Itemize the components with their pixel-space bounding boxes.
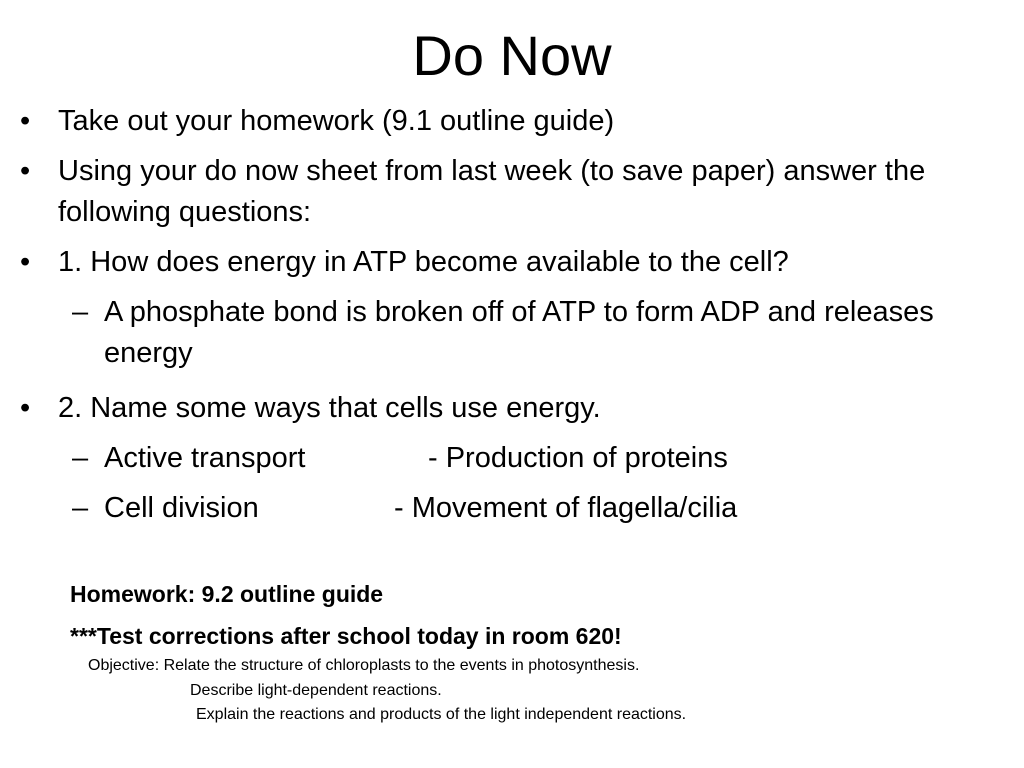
bullet-marker: • xyxy=(20,246,31,278)
slide-title: Do Now xyxy=(412,24,612,87)
sub-bullet-cell-division xyxy=(72,488,1004,529)
bullet-text: 1. How does energy in ATP become available to the cell? xyxy=(58,246,789,278)
bullet-text: 2. Name some ways that cells use energy. xyxy=(58,392,601,424)
sub-bullet-text: Active transport xyxy=(104,442,306,474)
test-corrections-note: ***Test corrections after school today in room 620! xyxy=(70,623,622,649)
homework-note: Homework: 9.2 outline guide xyxy=(70,581,384,607)
sub-bullet-text: A phosphate bond is broken off of ATP to form ADP and releases energy xyxy=(104,296,934,369)
dash-marker: – xyxy=(72,492,89,524)
bullet-take-out-homework xyxy=(20,101,998,142)
bullet-marker: • xyxy=(20,392,31,424)
dash-marker: – xyxy=(72,296,89,328)
sub-bullet-text: Cell division xyxy=(104,492,259,524)
bullet-text: Using your do now sheet from last week (to save paper) answer the following questions: xyxy=(58,155,926,228)
bullet-do-now-sheet xyxy=(20,151,998,233)
dash-marker: – xyxy=(72,442,89,474)
sub-bullet-second-column: - Production of proteins xyxy=(428,442,728,474)
objective-line-2: Describe light-dependent reactions. xyxy=(190,682,442,699)
bullet-marker: • xyxy=(20,105,31,137)
sub-bullet-active-transport xyxy=(72,438,1004,479)
sub-bullet-answer-1 xyxy=(72,292,1004,374)
bullet-question-1 xyxy=(20,242,998,283)
objective-line-1: Objective: Relate the structure of chloroplasts to the events in photosynthesis. xyxy=(88,657,640,674)
objective-line-3: Explain the reactions and products of the light independent reactions. xyxy=(196,706,687,723)
bullet-text: Take out your homework (9.1 outline guide) xyxy=(58,105,615,137)
bullet-marker: • xyxy=(20,155,31,187)
sub-bullet-second-column: - Movement of flagella/cilia xyxy=(394,492,738,524)
bullet-question-2 xyxy=(20,388,998,429)
